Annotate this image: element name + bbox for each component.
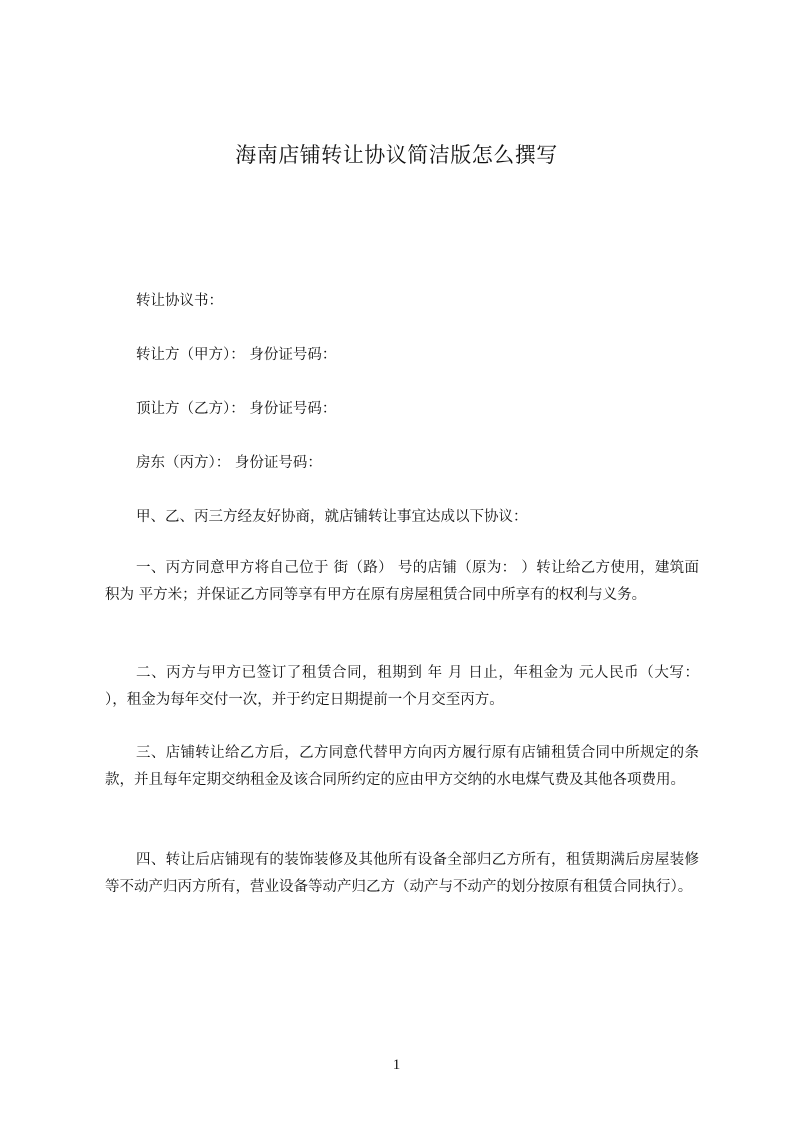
- page-number: 1: [392, 1057, 401, 1073]
- clause-3: 三、店铺转让给乙方后，乙方同意代替甲方向丙方履行原有店铺租赁合同中所规定的条款，并且每年定期交纳租金及该合同所约定的应由甲方交纳的水电煤气费及其他各项费用。: [105, 745, 699, 788]
- party-landlord-line: 房东（丙方）： 身份证号码：: [136, 455, 322, 471]
- clause-4: 四、转让后店铺现有的装饰装修及其他所有设备全部归乙方所有，租赁期满后房屋装修等不动产归丙方所有，营业设备等动产归乙方（动产与不动产的划分按原有租赁合同执行）。: [105, 852, 699, 895]
- clause-1: 一、丙方同意甲方将自己位于 街（路） 号的店铺（原为： ）转让给乙方使用，建筑面积为 平方米；并保证乙方同等享有甲方在原有房屋租赁合同中所享有的权利与义务。: [105, 560, 699, 603]
- party-transferee-line: 顶让方（乙方）： 身份证号码：: [136, 401, 337, 417]
- party-transferor-line: 转让方（甲方）： 身份证号码：: [136, 347, 337, 363]
- clause-2: 二、丙方与甲方已签订了租赁合同，租期到 年 月 日止，年租金为 元人民币（大写： ），租金为每年交付一次，并于约定日期提前一个月交至丙方。: [105, 665, 699, 708]
- agreement-intro: 甲、乙、丙三方经友好协商，就店铺转让事宜达成以下协议：: [136, 509, 528, 525]
- document-title: 海南店铺转让协议简洁版怎么撰写: [235, 143, 558, 167]
- agreement-heading: 转让协议书：: [136, 293, 223, 309]
